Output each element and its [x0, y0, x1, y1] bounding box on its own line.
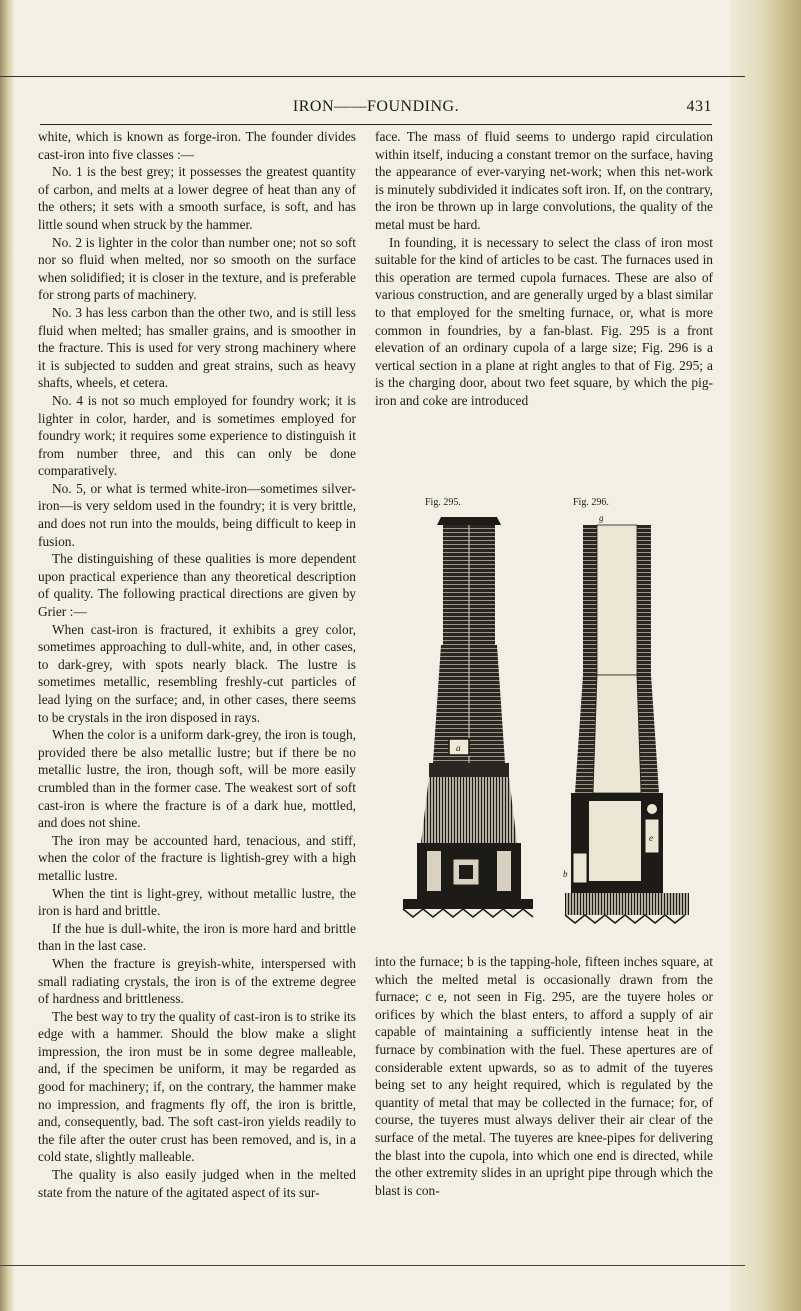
left-column: [38, 128, 356, 1201]
page-number: 431: [686, 98, 712, 115]
paragraph: No. 1 is the best grey; it possesses the greatest quantity of carbon, and melts at a lower degree of heat than any of the others; it sets with a smooth surface, is soft, and has little sound when struck by the hammer.: [38, 164, 356, 232]
paragraph: The best way to try the quality of cast-iron is to strike its edge with a hammer. Should the blow make a slight impression, the iron must be in some degree malleable, and, if the specimen be uniform, it may be regarded as good for machinery; if, on the contrary, the hammer make no impression, and fragments fly off, the iron is brittle, and, consequently, bad. The soft cast-iron yields readily to the file after the outer crust has been removed, and is, in a cold state, slightly malleable.: [38, 1008, 356, 1165]
label-a: a: [456, 743, 461, 753]
paragraph: When the tint is light-grey, without metallic lustre, the iron is hard and brittle.: [38, 885, 356, 919]
paragraph: into the furnace; b is the tapping-hole, fifteen inches square, at which the melted metal is occasionally drawn from the furnace; c e, not seen in Fig. 295, are the tuyere holes or orifices by which the blast enters, to afford a supply of air capable of maintaining a sufficiently intense heat in the furnace by combination with the fuel. These apertures are of considerable extent upwards, so as to admit of the tuyeres being set to any height required, which is regulated by the quantity of metal that may be collected in the furnace; for, of course, the tuyeres must always deliver their air clear of the surface of the metal. The tuyeres are knee-pipes for delivering the blast into the cupola, into which one end is directed, while the other extremity slides in an upright pipe through which the blast is con-: [375, 954, 713, 1198]
bottom-rule: [0, 1265, 745, 1266]
paragraph: The iron may be accounted hard, tenacious, and stiff, when the color of the fracture is lightish-grey with a high metallic lustre.: [38, 832, 356, 883]
paragraph: No. 5, or what is termed white-iron—sometimes silver-iron—is very seldom used in the foundry; it is very brittle, and does not run into the moulds, being difficult to keep in fusion.: [38, 480, 356, 549]
header-rule: [40, 124, 712, 125]
paragraph: No. 3 has less carbon than the other two, and is still less fluid when melted; has smaller grains, and is smoother in the fracture. This is used for very strong machinery where it is subjected to sudden and great strains, such as heavy shafts, wheels, et cetera.: [38, 304, 356, 391]
running-title: IRON——FOUNDING.: [292, 98, 460, 115]
page-edge-left: [0, 0, 14, 1311]
paragraph: When cast-iron is fractured, it exhibits a grey color, sometimes approaching to dull-white, and, in other cases, to dark-grey, with spots nearly black. The lustre is sometimes metallic, resembling freshly-cut particles of lead lying on the surface; and, in other cases, there seems to be crystals in the iron disposed in rays.: [38, 621, 356, 725]
figure-295-caption: Fig. 295.: [425, 497, 461, 508]
paragraph: No. 2 is lighter in the color than number one; not so soft nor so fluid when melted, nor so smooth on the surface when solidified; it is closer in the texture, and is preferable for strong parts of machinery.: [38, 234, 356, 303]
figure-296-cupola-section: [555, 513, 705, 953]
label-e: e: [649, 833, 653, 843]
paragraph: The quality is also easily judged when in the melted state from the nature of the agitated aspect of its sur-: [38, 1167, 356, 1200]
figure-296-caption: Fig. 296.: [573, 497, 609, 508]
right-column-top: [375, 128, 713, 410]
paragraph: When the fracture is greyish-white, interspersed with small radiating crystals, the iron is of the extreme degree of hardness and brittleness.: [38, 955, 356, 1007]
paragraph: face. The mass of fluid seems to undergo rapid circulation within itself, inducing a constant tremor on the surface, having the appearance of ever-varying net-work; when this net-work is minutely subdivided it indicates soft iron. If, on the contrary, the iron be thrown up in large convolutions, the quality of the metal must be hard.: [375, 129, 713, 232]
paragraph: No. 4 is not so much employed for foundry work; it is lighter in color, harder, and is sometimes employed for foundry work; it requires some experience to distinguish it from number three, and this can only be done comparatively.: [38, 392, 356, 479]
running-header: [40, 98, 712, 122]
label-g: g: [599, 513, 604, 523]
label-b: b: [563, 869, 568, 879]
paragraph: The distinguishing of these qualities is more dependent upon practical experience than any theoretical description of quality. The following practical directions are given by Grier :—: [38, 551, 356, 620]
top-rule: [0, 76, 745, 77]
figure-295-cupola-elevation: [393, 513, 543, 953]
page-edge-right: [731, 0, 801, 1311]
right-column-bottom: [375, 953, 713, 1199]
paragraph: In founding, it is necessary to select the class of iron most suitable for the kind of articles to be cast. The furnaces used in this operation are termed cupola furnaces. These are also of various construction, and are generally urged by a blast similar to that employed for the smelting furnace, or, what is more common in foundries, by a fan-blast. Fig. 295 is a front elevation of an ordinary cupola of a large size; Fig. 296 is a vertical section in a plane at right angles to that of Fig. 295; a is the charging door, about two feet square, by which the pig-iron and coke are introduced: [375, 234, 713, 408]
paragraph: When the color is a uniform dark-grey, the iron is tough, provided there be also metallic lustre; but if there be no metallic lustre, the iron, though soft, will be more easily crumbled than in the former case. The weakest sort of soft cast-iron is where the fracture is of a dark hue, mottled, and does not shine.: [38, 727, 356, 831]
paragraph: white, which is known as forge-iron. The founder divides cast-iron into five classes :—: [38, 129, 356, 162]
figures-area: [375, 497, 713, 952]
paragraph: If the hue is dull-white, the iron is more hard and brittle than in the last case.: [38, 920, 356, 954]
